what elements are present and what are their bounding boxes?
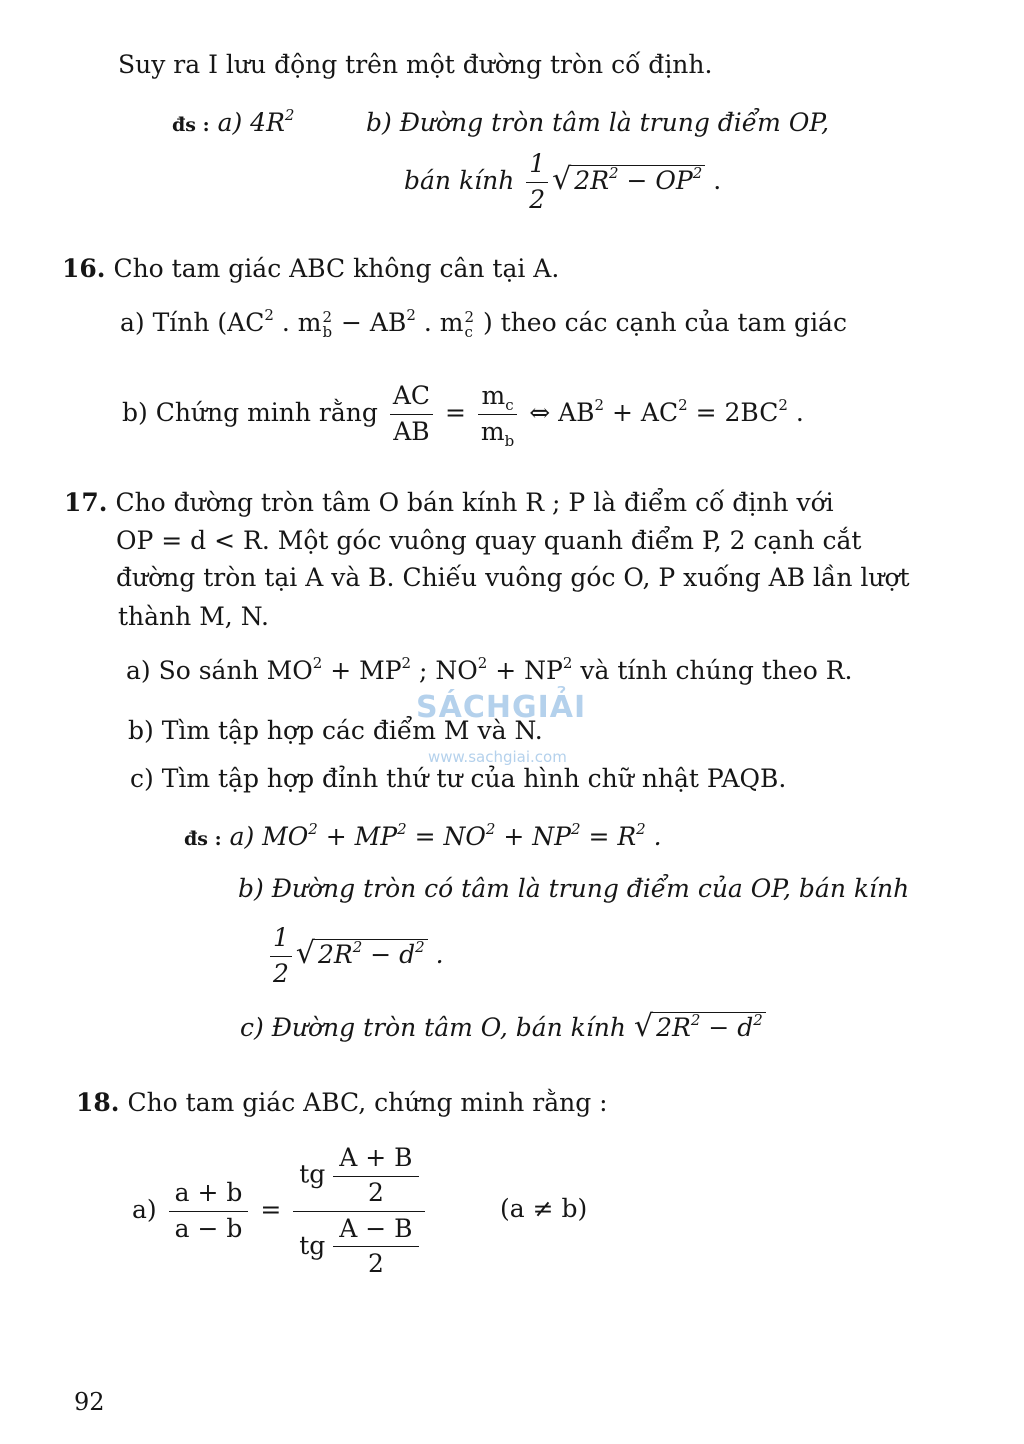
text-line: đường tròn tại A và B. Chiếu vuông góc O, P xuống AB lần lượt xyxy=(116,563,910,592)
problem-17: 17. Cho đường tròn tâm O bán kính R ; P là điểm cố định với xyxy=(64,488,834,517)
watermark-logo: SÁCHGIẢI xyxy=(416,690,587,725)
fraction-lhs: $\frac{a + b}{a - b}$ xyxy=(169,1179,249,1244)
answer-17-b-formula: $\frac{1}{2}$ √ $2R^2 - d^2$ . xyxy=(266,924,444,989)
problem-16: 16. Cho tam giác ABC không cân tại A. xyxy=(62,254,560,283)
text-line: Suy ra I lưu động trên một đường tròn cố định. xyxy=(118,50,713,79)
square-root: √ $2R^2 - d^2$ xyxy=(296,939,428,969)
answer-15-radius: bán kính $\frac{1}{2}$ √ $2R^2 - OP^2$ . xyxy=(404,149,722,214)
answer-label: đs : xyxy=(172,114,210,136)
answer-17-b: b) Đường tròn có tâm là trung điểm của OP, bán kính xyxy=(238,874,910,903)
fraction-a-plus-b: $\frac{A + B}{2}$ xyxy=(333,1144,418,1208)
problem-number: 16. xyxy=(62,254,106,283)
problem-18-a: a) $\frac{a + b}{a - b}$ = tg $\frac{A + B}{2}$ tg $\frac{A - B}{2}$ xyxy=(132,1144,429,1279)
problem-18: 18. Cho tam giác ABC, chứng minh rằng : xyxy=(76,1088,608,1117)
square-root: √ $2R^2 - d^2$ xyxy=(634,1012,766,1042)
text-line: thành M, N. xyxy=(118,602,269,631)
answer-17-c: c) Đường tròn tâm O, bán kính √ $2R^2 - d^2$ xyxy=(240,1012,766,1042)
page-number: 92 xyxy=(74,1388,105,1416)
problem-17-b: b) Tìm tập hợp các điểm M và N. xyxy=(128,716,543,745)
problem-number: 17. xyxy=(64,488,108,517)
answer-15-a xyxy=(172,108,294,137)
text-line: OP = d < R. Một góc vuông quay quanh điểm P, 2 cạnh cắt xyxy=(116,526,862,555)
problem-16-a: a) Tính ($AC^2$ . m 2 b − $AB^2$ . m 2 c ) theo các cạnh của tam giác xyxy=(120,306,847,341)
watermark-url: www.sachgiai.com xyxy=(428,748,567,766)
problem-16-b: b) Chứng minh rằng $\frac{AC}{AB}$ = $\frac{m_c}{m_b}$ ⇔ $AB^2 + AC^2 = 2BC^2$ . xyxy=(122,381,804,450)
square-root: √ $2R^2 - OP^2$ xyxy=(552,165,705,195)
answer-a: a) $4R^2$ xyxy=(217,106,295,137)
answer-17-a: đs : a) $MO^2 + MP^2 = NO^2 + NP^2 = R^2$ . xyxy=(184,820,662,851)
fraction-half: $\frac{1}{2}$ xyxy=(526,150,548,215)
problem-17-c: c) Tìm tập hợp đỉnh thứ tư của hình chữ nhật PAQB. xyxy=(130,764,787,793)
fraction-a-minus-b: $\frac{A - B}{2}$ xyxy=(333,1215,418,1280)
answer-15-b: b) Đường tròn tâm là trung điểm OP, xyxy=(366,108,830,137)
fraction-rhs: tg $\frac{A + B}{2}$ tg $\frac{A - B}{2}$ xyxy=(293,1144,424,1279)
problem-17-a: a) So sánh $MO^2 + MP^2$ ; $NO^2 + NP^2$ và tính chúng theo R. xyxy=(126,654,853,685)
fraction-half: $\frac{1}{2}$ xyxy=(270,924,292,989)
condition: (a ≠ b) xyxy=(500,1194,588,1223)
fraction-mc-mb: $\frac{m_c}{m_b}$ xyxy=(478,382,517,447)
problem-number: 18. xyxy=(76,1088,120,1117)
answer-label: đs : xyxy=(184,828,222,850)
fraction-ac-ab: $\frac{AC}{AB}$ xyxy=(390,382,433,447)
